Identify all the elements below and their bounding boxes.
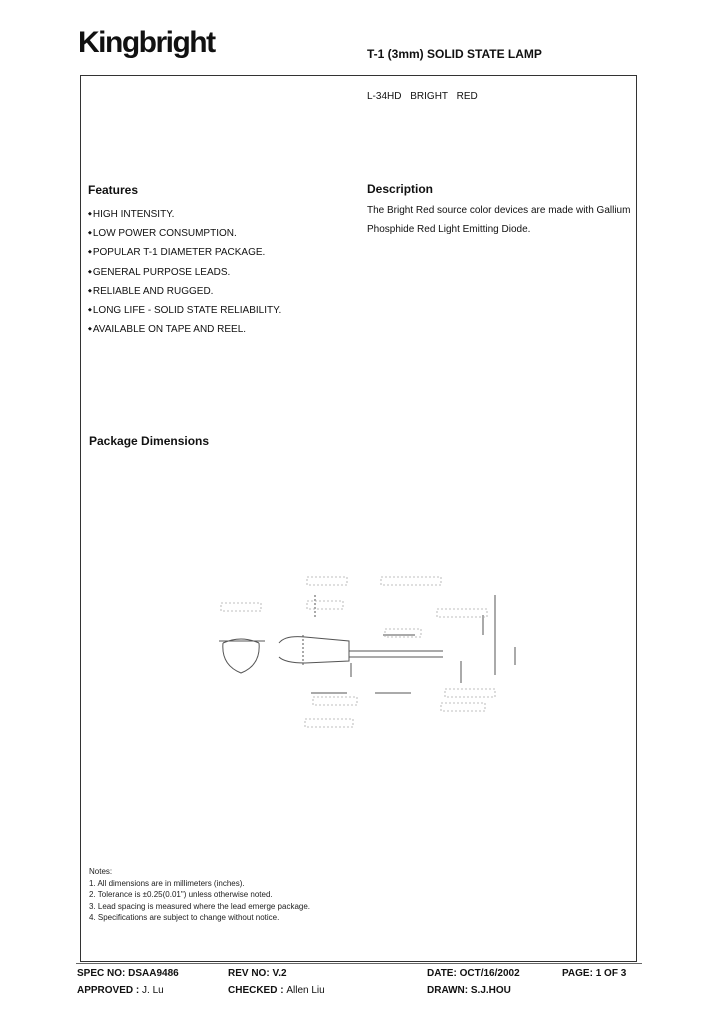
description-heading: Description: [367, 182, 434, 196]
drawn-by: [427, 985, 511, 996]
brand-logo: Kingbright: [78, 26, 215, 59]
feature-item: ◆ LONG LIFE - SOLID STATE RELIABILITY.: [88, 301, 281, 320]
part-number: L-34HD: [367, 91, 402, 102]
feature-item: ◆ RELIABLE AND RUGGED.: [88, 282, 281, 301]
notes-heading: Notes:: [89, 867, 113, 876]
spec-value: DSAA9486: [128, 968, 179, 979]
note-item: 3. Lead spacing is measured where the lead emerge package.: [89, 901, 311, 911]
note-item: 1. All dimensions are in millimeters (inches).: [89, 878, 245, 888]
part-color: BRIGHT RED: [410, 91, 478, 102]
checked-by: [228, 985, 325, 996]
document-title: T-1 (3mm) SOLID STATE LAMP: [367, 47, 542, 61]
description-text: The Bright Red source color devices are made with Gallium Phosphide Red Light Emitting Diode.: [367, 205, 631, 235]
drawn-value: S.J.HOU: [470, 985, 511, 996]
feature-item: ◆ AVAILABLE ON TAPE AND REEL.: [88, 320, 281, 339]
footer-divider: [76, 963, 642, 964]
document-date: [427, 968, 520, 979]
feature-item: ◆ LOW POWER CONSUMPTION.: [88, 224, 281, 243]
spec-number: [77, 968, 179, 979]
date-value: OCT/16/2002: [459, 968, 520, 979]
part-line: [367, 91, 478, 102]
features-list: [88, 205, 281, 339]
drawn-label: DRAWN:: [427, 985, 469, 996]
note-item: 2. Tolerance is ±0.25(0.01") unless otherwise noted.: [89, 890, 273, 900]
package-dimensions-heading: Package Dimensions: [89, 434, 210, 448]
approved-by: [77, 985, 164, 996]
note-item: 4. Specifications are subject to change without notice.: [89, 913, 280, 923]
checked-value: Allen Liu: [286, 985, 325, 996]
checked-label: CHECKED :: [228, 985, 284, 996]
approved-label: APPROVED :: [77, 985, 140, 996]
page-value: 1 OF 3: [595, 968, 627, 979]
features-heading: Features: [88, 183, 139, 197]
spec-label: SPEC NO:: [77, 968, 126, 979]
rev-label: REV NO:: [228, 968, 270, 979]
package-dimension-drawing: [215, 565, 545, 740]
revision-number: [228, 968, 287, 979]
rev-value: V.2: [272, 968, 287, 979]
feature-item: ◆ HIGH INTENSITY.: [88, 205, 281, 224]
page-number: [562, 968, 626, 979]
feature-item: ◆ POPULAR T-1 DIAMETER PACKAGE.: [88, 243, 281, 262]
notes-block: [89, 866, 310, 924]
approved-value: J. Lu: [142, 985, 164, 996]
date-label: DATE:: [427, 968, 457, 979]
feature-item: ◆ GENERAL PURPOSE LEADS.: [88, 263, 281, 282]
page-label: PAGE:: [562, 968, 593, 979]
